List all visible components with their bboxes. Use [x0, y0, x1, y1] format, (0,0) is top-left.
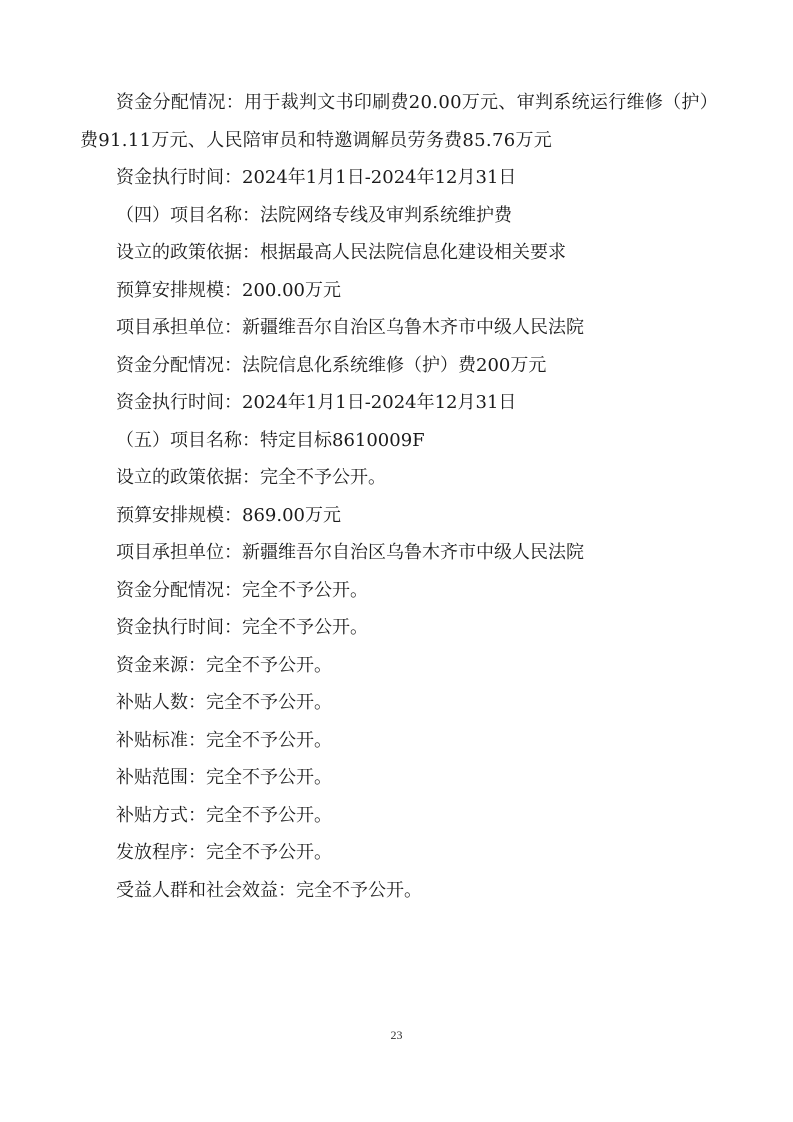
paragraph-fund-allocation-4: 资金分配情况：法院信息化系统维修（护）费200万元	[116, 354, 547, 376]
document-body	[80, 84, 720, 909]
paragraph-subsidy-count: 补贴人数：完全不予公开。	[116, 692, 332, 713]
paragraph-execution-time-4: 资金执行时间：2024年1月1日-2024年12月31日	[116, 392, 517, 413]
paragraph-budget-scale-4: 预算安排规模：200.00万元	[116, 279, 341, 301]
paragraph-responsible-unit-4: 项目承担单位：新疆维吾尔自治区乌鲁木齐市中级人民法院	[116, 317, 584, 338]
paragraph-execution-time-5: 资金执行时间：完全不予公开。	[116, 617, 368, 638]
paragraph-execution-time-1: 资金执行时间：2024年1月1日-2024年12月31日	[116, 167, 517, 188]
paragraph-subsidy-method: 补贴方式：完全不予公开。	[116, 804, 332, 826]
paragraph-budget-scale-5: 预算安排规模：869.00万元	[116, 504, 341, 526]
paragraph-fund-allocation-5: 资金分配情况：完全不予公开。	[116, 579, 368, 601]
paragraph-fund-allocation-1: 资金分配情况：用于裁判文书印刷费20.00万元、审判系统运行维修（护）费91.11万元、人民陪审员和特邀调解员劳务费85.76万元	[80, 92, 719, 151]
paragraph-project-name-4: （四）项目名称：法院网络专线及审判系统维护费	[116, 204, 512, 226]
paragraph-policy-basis-5: 设立的政策依据：完全不予公开。	[116, 467, 386, 488]
page-number: 23	[390, 1028, 403, 1042]
paragraph-beneficiaries: 受益人群和社会效益：完全不予公开。	[116, 879, 422, 901]
paragraph-subsidy-standard: 补贴标准：完全不予公开。	[116, 729, 332, 751]
paragraph-responsible-unit-5: 项目承担单位：新疆维吾尔自治区乌鲁木齐市中级人民法院	[116, 542, 584, 563]
paragraph-project-name-5: （五）项目名称：特定目标8610009F	[116, 429, 425, 451]
paragraph-distribution-procedure: 发放程序：完全不予公开。	[116, 842, 332, 863]
paragraph-fund-source: 资金来源：完全不予公开。	[116, 654, 332, 676]
paragraph-policy-basis-4: 设立的政策依据：根据最高人民法院信息化建设相关要求	[116, 242, 566, 263]
paragraph-subsidy-scope: 补贴范围：完全不予公开。	[116, 767, 332, 788]
